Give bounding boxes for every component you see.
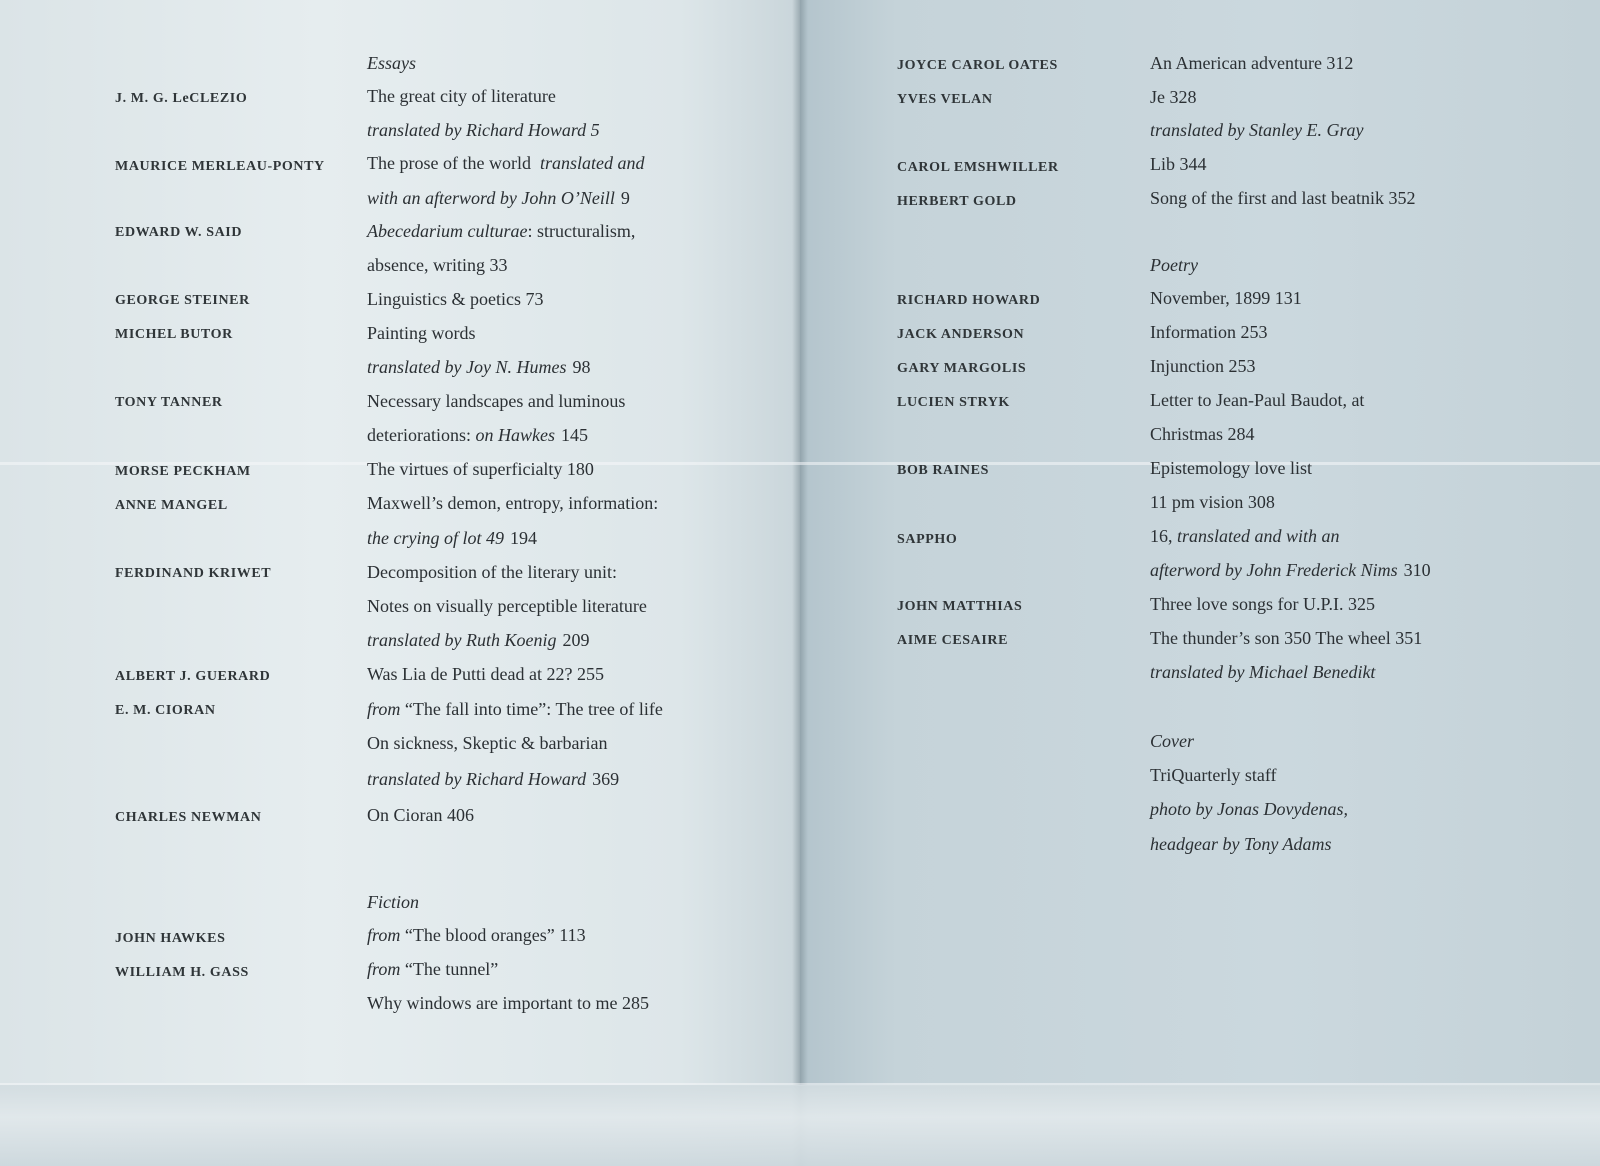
entry-text: : structuralism, — [527, 221, 636, 241]
entry-line: Injunction 253 — [1150, 356, 1256, 376]
entry-line: The great city of literature — [367, 86, 556, 106]
entry-text: translated by Joy N. Humes — [367, 357, 567, 377]
entry-line: translated by Richard Howard 5 — [367, 120, 600, 140]
entry-line — [367, 188, 630, 209]
entry-text: The prose of the world — [367, 153, 531, 173]
entry-text: from — [367, 925, 401, 945]
entry-line — [367, 769, 619, 790]
entry-text: 16, — [1150, 526, 1177, 546]
entry-text: translated and — [539, 153, 645, 173]
entry-text: “The tunnel” — [400, 959, 499, 979]
entry-text: from — [367, 959, 401, 979]
entry-line: Je 328 — [1150, 87, 1197, 107]
entry-line: Was Lia de Putti dead at 22? 255 — [367, 664, 604, 684]
author-mangel: ANNE MANGEL — [115, 498, 228, 513]
entry-text: “The blood oranges” 113 — [400, 925, 586, 945]
author-guerard: ALBERT J. GUERARD — [115, 669, 271, 684]
page-number: 209 — [562, 630, 590, 650]
author-hawkes: JOHN HAWKES — [115, 931, 226, 946]
entry-line: 11 pm vision 308 — [1150, 492, 1275, 512]
author-newman: CHARLES NEWMAN — [115, 810, 262, 825]
author-peckham: MORSE PECKHAM — [115, 464, 251, 479]
entry-line: Song of the first and last beatnik 352 — [1150, 188, 1416, 208]
entry-line: An American adventure 312 — [1150, 53, 1354, 73]
entry-text: “The fall into time”: The tree of life — [400, 699, 663, 719]
entry-line: Notes on visually perceptible literature — [367, 596, 647, 616]
page-bottom-edge — [0, 1085, 1600, 1166]
author-cioran: E. M. CIORAN — [115, 703, 216, 718]
page-number: 310 — [1403, 560, 1431, 580]
page-number: 98 — [572, 357, 591, 377]
entry-line: headgear by Tony Adams — [1150, 834, 1332, 854]
entry-line — [367, 959, 498, 980]
author-tanner: TONY TANNER — [115, 395, 223, 410]
author-emshwiller: CAROL EMSHWILLER — [897, 160, 1059, 175]
entry-line: The virtues of superficialty 180 — [367, 459, 594, 479]
entry-line: Three love songs for U.P.I. 325 — [1150, 594, 1375, 614]
entry-text: deteriorations: — [367, 425, 476, 445]
entry-line: Epistemology love list — [1150, 458, 1312, 478]
author-kriwet: FERDINAND KRIWET — [115, 566, 272, 581]
entry-line: translated by Stanley E. Gray — [1150, 120, 1364, 140]
entry-line — [367, 153, 644, 174]
entry-line — [367, 925, 586, 946]
author-merleau-ponty: MAURICE MERLEAU-PONTY — [115, 159, 325, 174]
author-said: EDWARD W. SAID — [115, 225, 243, 240]
entry-line: translated by Michael Benedikt — [1150, 662, 1376, 682]
entry-line — [367, 630, 589, 651]
entry-line: The thunder’s son 350 The wheel 351 — [1150, 628, 1423, 648]
entry-line: November, 1899 131 — [1150, 288, 1302, 308]
entry-line: Painting words — [367, 323, 476, 343]
author-gass: WILLIAM H. GASS — [115, 965, 249, 980]
author-margolis: GARY MARGOLIS — [897, 361, 1027, 376]
author-cesaire: AIME CESAIRE — [897, 633, 1009, 648]
entry-text: translated by Ruth Koenig — [367, 630, 557, 650]
entry-line: On Cioran 406 — [367, 805, 474, 825]
entry-line: photo by Jonas Dovydenas, — [1150, 799, 1348, 819]
entry-line: Information 253 — [1150, 322, 1268, 342]
entry-text: Abecedarium culturae — [367, 221, 528, 241]
entry-line: Letter to Jean-Paul Baudot, at — [1150, 390, 1365, 410]
entry-line: TriQuarterly staff — [1150, 765, 1277, 785]
entry-line: On sickness, Skeptic & barbarian — [367, 733, 608, 753]
entry-line: Necessary landscapes and luminous — [367, 391, 626, 411]
poetry-heading: Poetry — [1150, 255, 1198, 275]
entry-line — [367, 425, 588, 446]
author-anderson: JACK ANDERSON — [897, 327, 1025, 342]
entry-line: Linguistics & poetics 73 — [367, 289, 544, 309]
entry-text: the crying of lot 49 — [367, 528, 504, 548]
entry-line: Maxwell’s demon, entropy, information: — [367, 493, 659, 513]
author-raines: BOB RAINES — [897, 463, 989, 478]
entry-line: Why windows are important to me 285 — [367, 993, 649, 1013]
entry-line — [367, 528, 537, 549]
author-velan: YVES VELAN — [897, 92, 993, 107]
page-number: 9 — [620, 188, 630, 208]
page-number: 194 — [509, 528, 537, 548]
author-steiner: GEORGE STEINER — [115, 293, 250, 308]
entry-line — [1150, 560, 1431, 581]
entry-line: Lib 344 — [1150, 154, 1207, 174]
entry-line: Decomposition of the literary unit: — [367, 562, 617, 582]
entry-text: translated and with an — [1177, 526, 1340, 546]
author-leclezio: J. M. G. LeCLEZIO — [115, 91, 248, 106]
entry-line — [367, 221, 635, 242]
author-butor: MICHEL BUTOR — [115, 327, 233, 342]
author-matthias: JOHN MATTHIAS — [897, 599, 1023, 614]
entry-line — [1150, 526, 1340, 547]
entry-line — [367, 699, 663, 720]
author-gold: HERBERT GOLD — [897, 194, 1017, 209]
entry-line — [367, 357, 590, 378]
author-sappho: SAPPHO — [897, 532, 958, 547]
page-number: 369 — [592, 769, 620, 789]
author-howard: RICHARD HOWARD — [897, 293, 1041, 308]
author-stryk: LUCIEN STRYK — [897, 395, 1010, 410]
entry-text: from — [367, 699, 401, 719]
author-oates: JOYCE CAROL OATES — [897, 58, 1058, 73]
entry-text: translated by Richard Howard — [367, 769, 587, 789]
entry-line: absence, writing 33 — [367, 255, 508, 275]
cover-heading: Cover — [1150, 731, 1194, 751]
entry-line: Christmas 284 — [1150, 424, 1255, 444]
entry-text: with an afterword by John O’Neill — [367, 188, 615, 208]
entry-text: on Hawkes — [475, 425, 555, 445]
entry-text: afterword by John Frederick Nims — [1150, 560, 1398, 580]
book-gutter — [792, 0, 808, 1166]
page-number: 145 — [560, 425, 588, 445]
essays-heading: Essays — [367, 53, 416, 73]
fiction-heading: Fiction — [367, 892, 419, 912]
